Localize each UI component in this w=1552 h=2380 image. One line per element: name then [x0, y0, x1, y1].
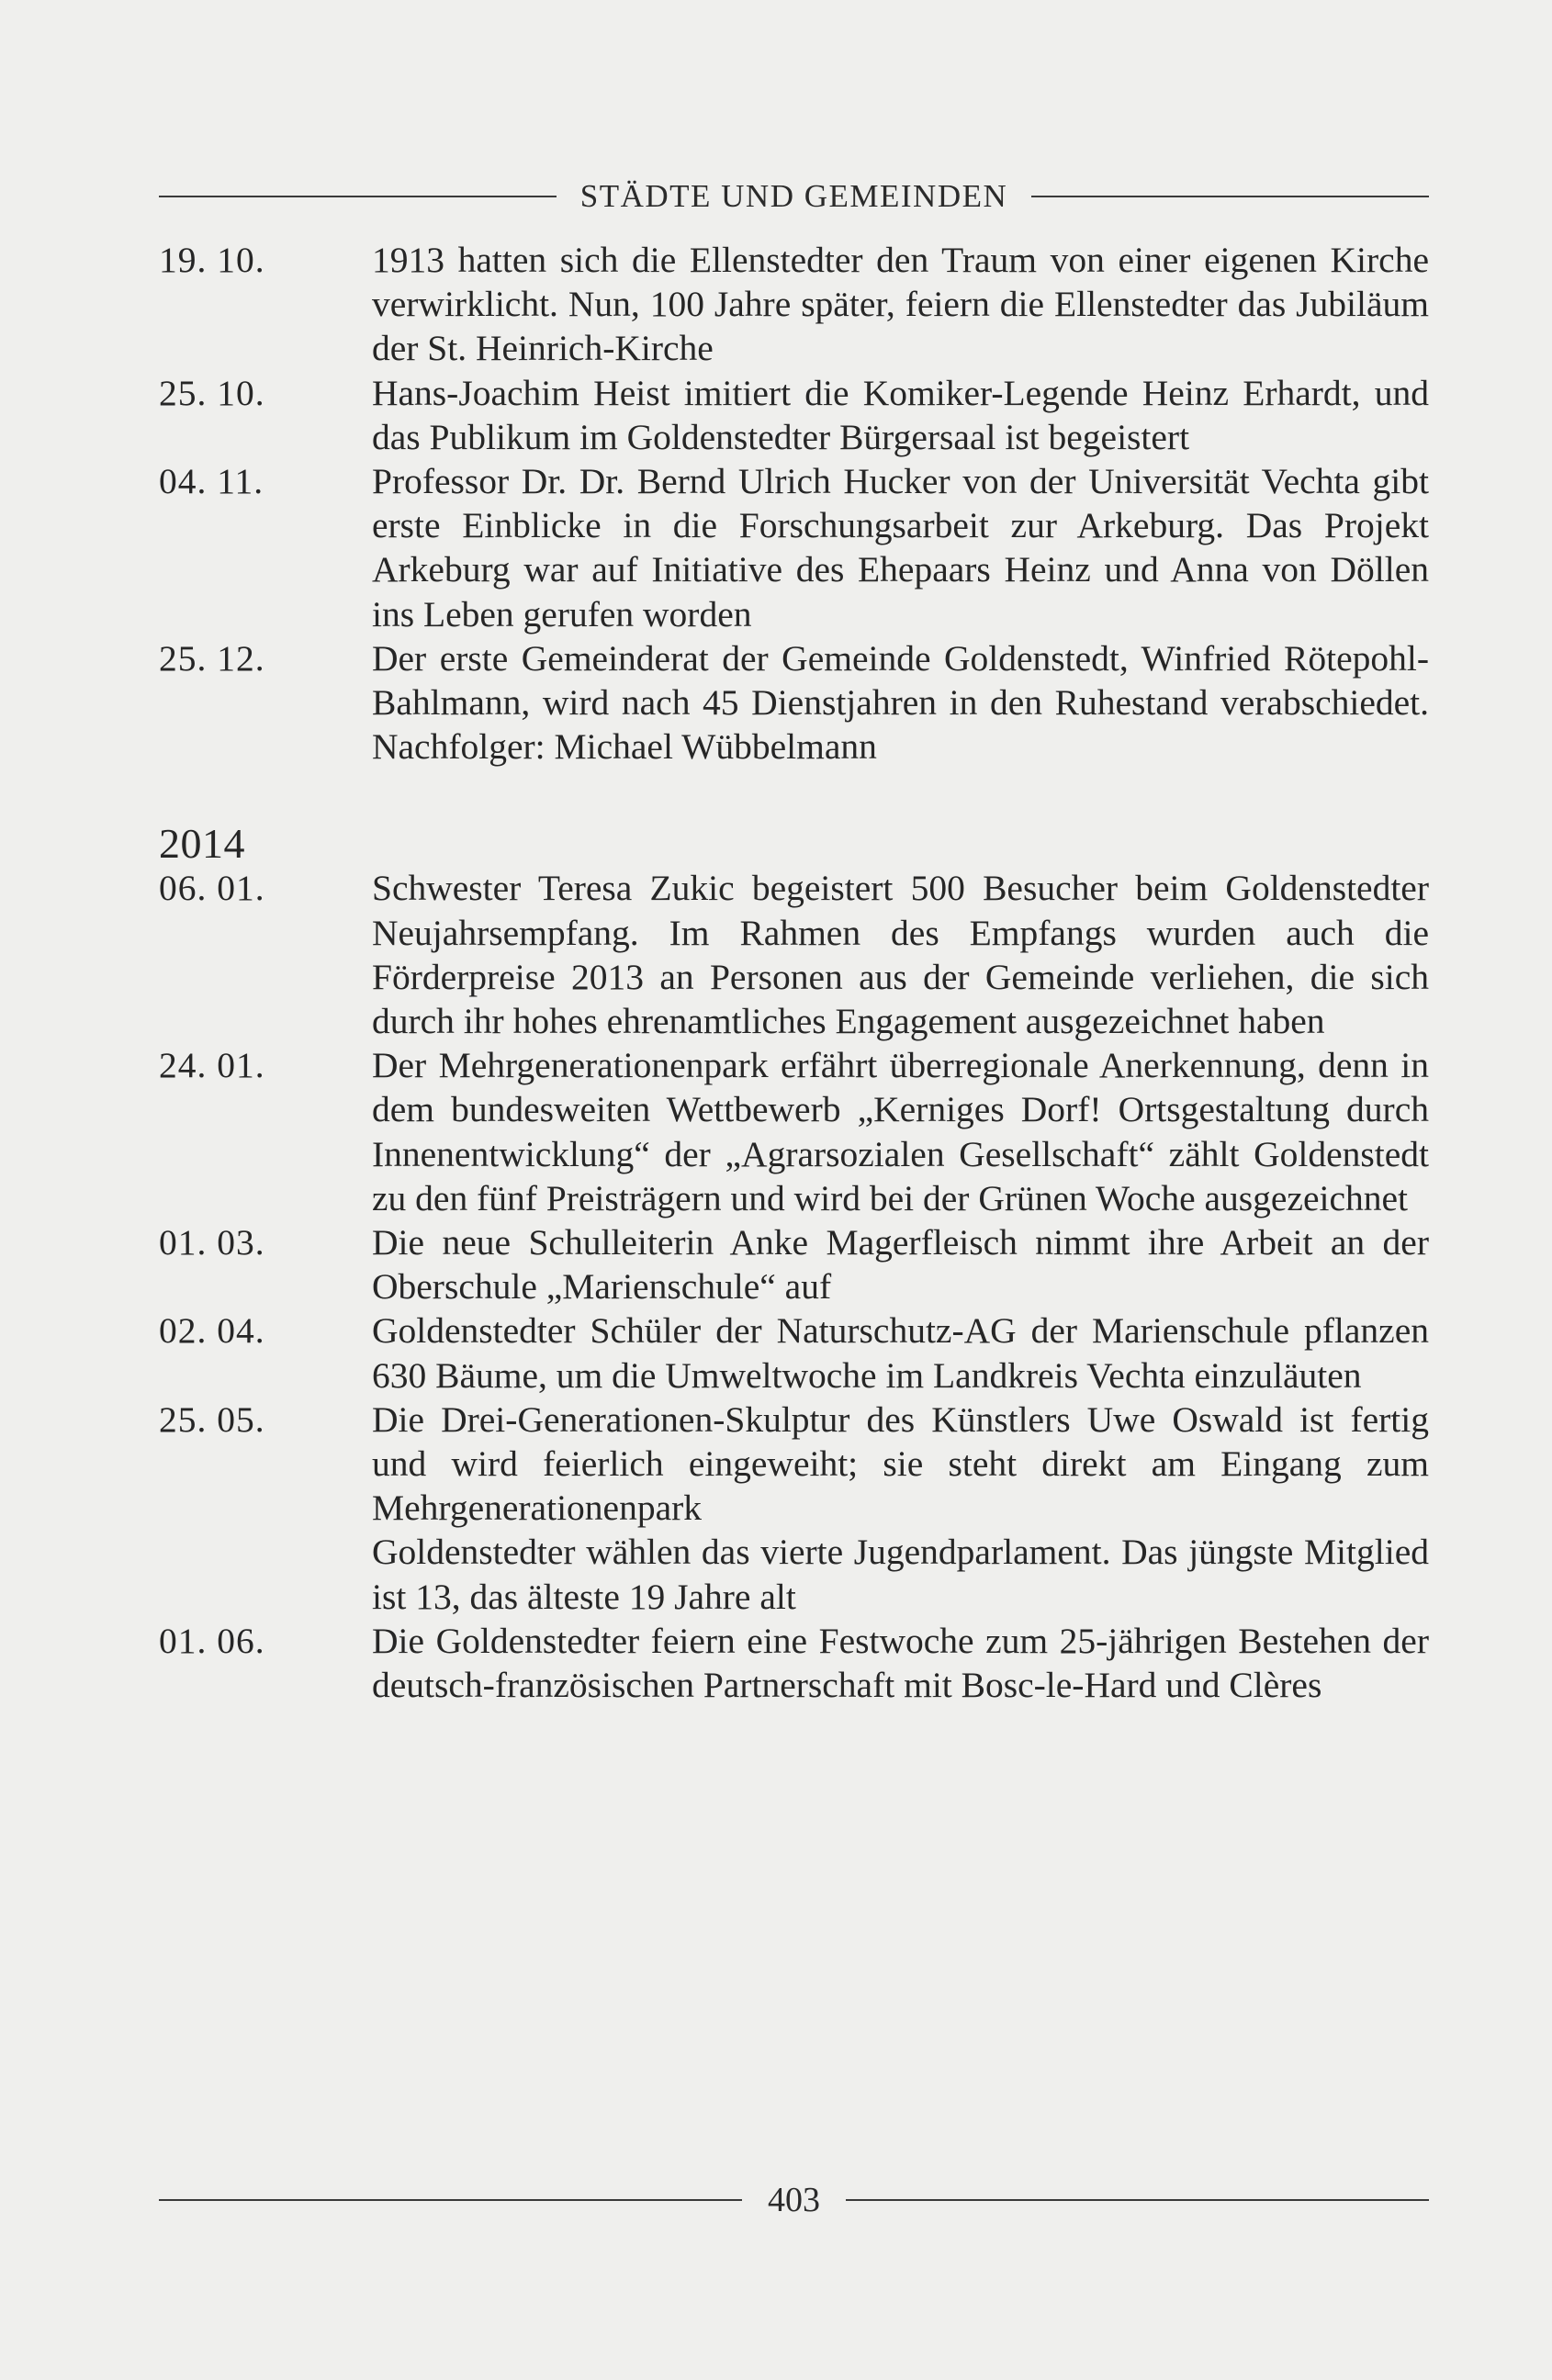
footer-rule-left [159, 2199, 742, 2201]
entry-date: 01. 06. [159, 1620, 265, 1661]
entry-text: Schwester Teresa Zukic begeistert 500 Besucher beim Goldenstedter Neujahrsempfang. Im Rahmen des Empfangs wurden auch die Förderpreise 2013 an Personen aus der Gemeinde verliehen, die sich durch ihr hohes ehrenamtliches Engagement ausgezeichnet haben [372, 868, 1429, 1042]
entry-text: Goldenstedter Schüler der Naturschutz-AG der Marienschule pflanzen 630 Bäume, um die Umweltwoche im Landkreis Vechta einzuläuten [372, 1310, 1429, 1396]
year-heading: 2014 [159, 820, 245, 868]
entry-text: Der erste Gemeinderat der Gemeinde Goldenstedt, Winfried Rötepohl-Bahlmann, wird nach 45 Dienstjahren in den Ruhestand verabschiedet. Nachfolger: Michael Wübbelmann [372, 637, 1429, 768]
chronicle-entry [159, 866, 1429, 1043]
entry-text: Der Mehrgenerationenpark erfährt überregionale Anerkennung, denn in dem bundesweiten Wettbewerb „Kerniges Dorf! Ortsgestaltung durch Innenentwicklung“ der „Agrarsozialen Gesellschaft“ zählt Goldenstedt zu den fünf Preisträgern und wird bei der Grünen Woche ausgezeichnet [372, 1045, 1429, 1218]
header-rule-left [159, 196, 557, 197]
chronicle-entry [159, 636, 1429, 769]
chronicle-entry [159, 1308, 1429, 1397]
entry-text: Die Goldenstedter feiern eine Festwoche zum 25-jährigen Bestehen der deutsch-französischen Partnerschaft mit Bosc-le-Hard und Clères [372, 1620, 1429, 1706]
chronicle-entry [159, 1398, 1429, 1531]
entry-date: 19. 10. [159, 240, 265, 280]
entry-text: Hans-Joachim Heist imitiert die Komiker-Legende Heinz Erhardt, und das Publikum im Goldenstedter Bürgersaal ist begeistert [372, 372, 1429, 457]
chronicle-entry [159, 238, 1429, 371]
entry-date: 24. 01. [159, 1045, 265, 1086]
page-footer [159, 2174, 1429, 2226]
entry-date: 02. 04. [159, 1310, 265, 1352]
chronicle-entry [159, 1220, 1429, 1308]
page-number: 403 [768, 2181, 820, 2219]
entry-text: 1913 hatten sich die Ellenstedter den Traum von einer eigenen Kirche verwirklicht. Nun, 100 Jahre später, feiern die Ellenstedter das Jubiläum der St. Heinrich-Kirche [372, 240, 1429, 369]
entry-text: Goldenstedter wählen das vierte Jugendparlament. Das jüngste Mitglied ist 13, das älteste 19 Jahre alt [372, 1532, 1429, 1617]
chronicle-entry [159, 371, 1429, 459]
entry-date: 25. 10. [159, 372, 265, 413]
chronicle-entry [159, 1530, 1429, 1618]
entry-text: Die Drei-Generationen-Skulptur des Künstlers Uwe Oswald ist fertig und wird feierlich eingeweiht; sie steht direkt am Eingang zum Mehrgenerationenpark [372, 1398, 1429, 1529]
entry-date: 06. 01. [159, 868, 265, 909]
chronicle-entry [159, 1043, 1429, 1220]
entry-date: 01. 03. [159, 1222, 265, 1263]
entry-date: 25. 12. [159, 637, 265, 679]
entry-date: 25. 05. [159, 1398, 265, 1440]
entry-date: 04. 11. [159, 461, 264, 502]
chronicle-entry [159, 1619, 1429, 1707]
running-head [159, 173, 1429, 220]
chronicle-entry [159, 459, 1429, 636]
entry-date [159, 1530, 372, 1618]
chronicle-content [159, 238, 1429, 1707]
footer-rule-right [846, 2199, 1429, 2201]
header-rule-right [1031, 196, 1429, 197]
running-title: STÄDTE UND GEMEINDEN [579, 178, 1008, 214]
entry-text: Die neue Schulleiterin Anke Magerfleisch nimmt ihre Arbeit an der Oberschule „Marienschule“ auf [372, 1222, 1429, 1308]
entry-text: Professor Dr. Dr. Bernd Ulrich Hucker von der Universität Vechta gibt erste Einblicke in die Forschungsarbeit zur Arkeburg. Das Projekt Arkeburg war auf Initiative des Ehepaars Heinz und Anna von Döllen ins Leben gerufen worden [372, 461, 1429, 634]
